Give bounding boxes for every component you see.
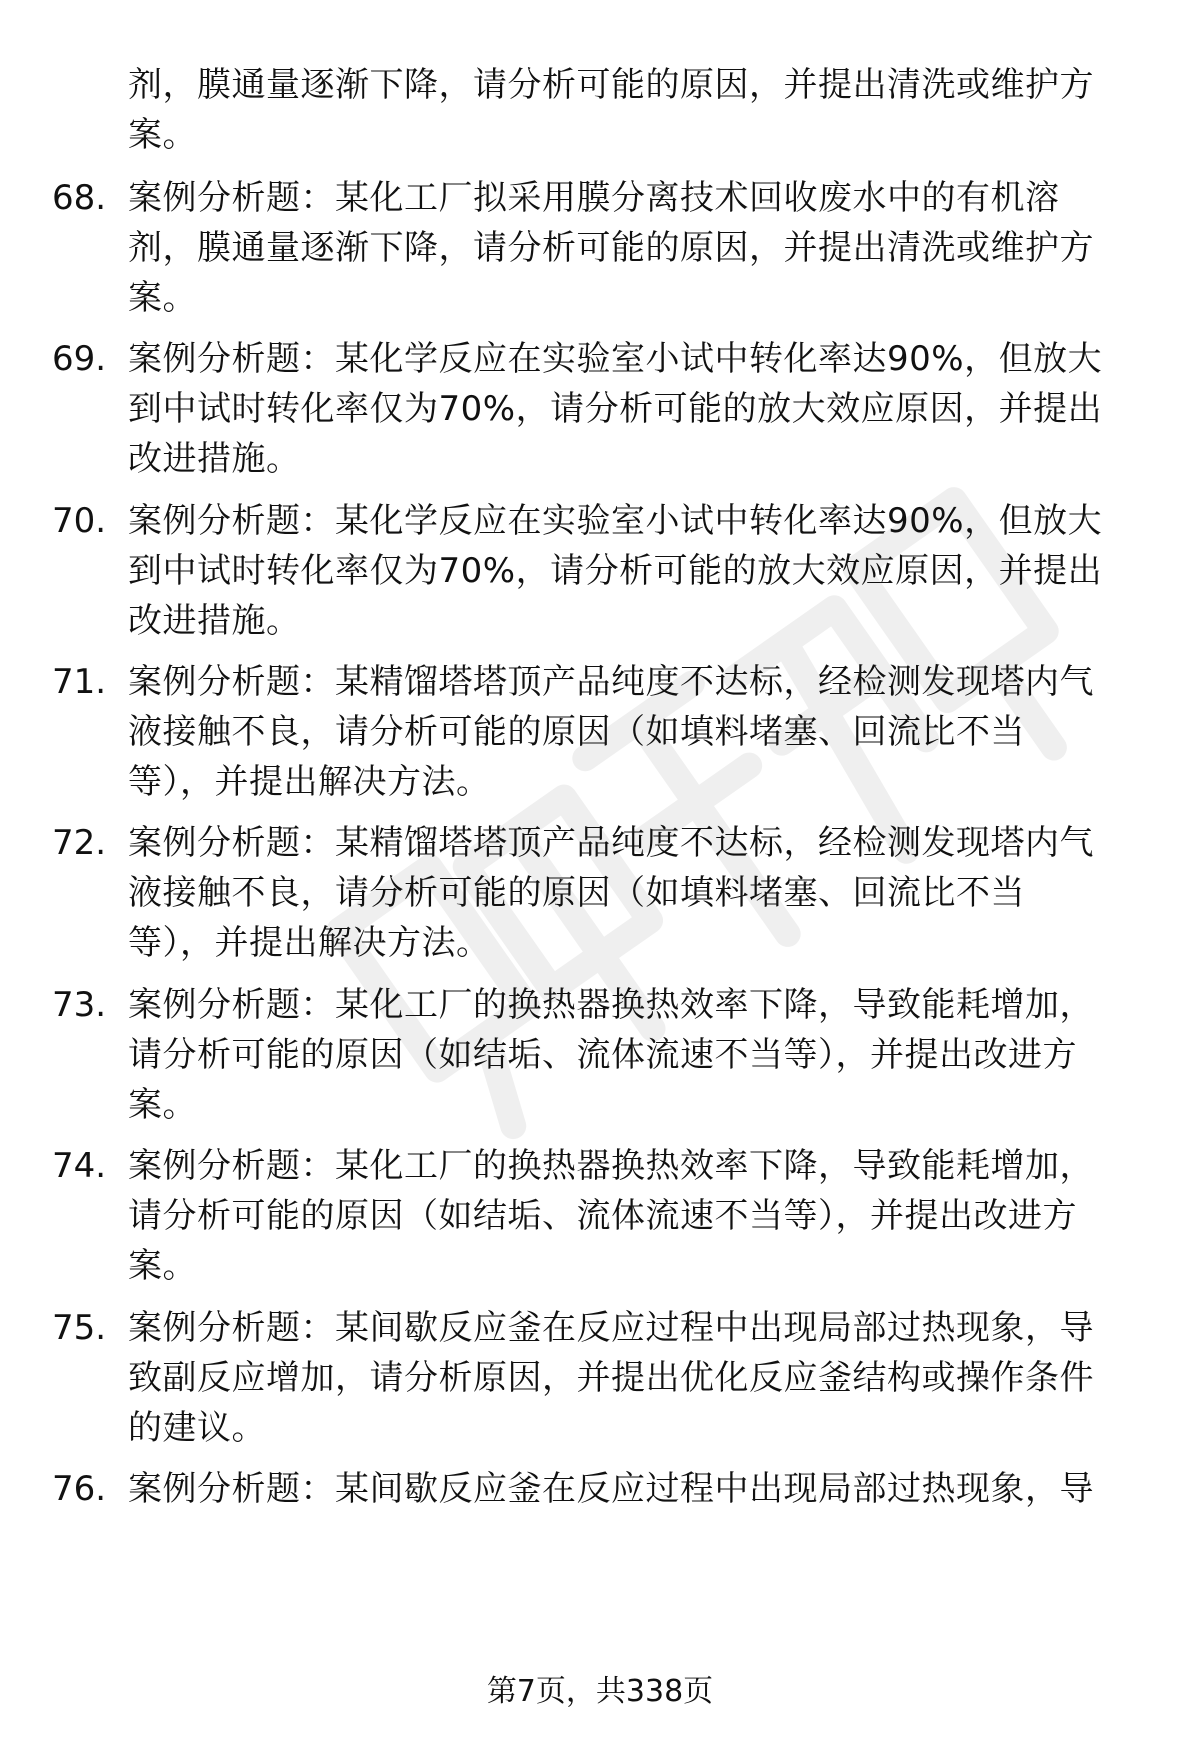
page-footer: 第7页，共338页 [486, 1674, 714, 1709]
question-text: 案例分析题：某化学反应在实验室小试中转化率达90%，但放大 到中试时转化率仅为70%，请分析可能的放大效应原因，并提出 改进措施。 [128, 339, 1103, 479]
question-text: 案例分析题：某间歇反应釜在反应过程中出现局部过热现象，导 [128, 1469, 1094, 1509]
question-text: 案例分析题：某化工厂拟采用膜分离技术回收废水中的有机溶 剂，膜通量逐渐下降，请分析可能的原因，并提出清洗或维护方 案。 [128, 178, 1094, 318]
question-text: 案例分析题：某化工厂的换热器换热效率下降，导致能耗增加， 请分析可能的原因（如结垢、流体流速不当等），并提出改进方 案。 [128, 985, 1094, 1125]
question-number: 68. [52, 178, 107, 218]
question-number: 75. [52, 1308, 107, 1348]
question-number: 69. [52, 339, 107, 379]
question-text: 案例分析题：某精馏塔塔顶产品纯度不达标，经检测发现塔内气 液接触不良，请分析可能的原因（如填料堵塞、回流比不当 等），并提出解决方法。 [128, 823, 1094, 963]
question-number: 76. [52, 1469, 107, 1509]
continued-question-text: 剂，膜通量逐渐下降，请分析可能的原因，并提出清洗或维护方 案。 [128, 65, 1094, 155]
question-text: 案例分析题：某化工厂的换热器换热效率下降，导致能耗增加， 请分析可能的原因（如结垢、流体流速不当等），并提出改进方 案。 [128, 1146, 1094, 1286]
question-number: 73. [52, 985, 107, 1025]
question-number: 72. [52, 823, 107, 863]
question-text: 案例分析题：某间歇反应釜在反应过程中出现局部过热现象，导 致副反应增加，请分析原因，并提出优化反应釜结构或操作条件 的建议。 [128, 1308, 1094, 1448]
question-text: 案例分析题：某化学反应在实验室小试中转化率达90%，但放大 到中试时转化率仅为70%，请分析可能的放大效应原因，并提出 改进措施。 [128, 501, 1103, 641]
question-number: 70. [52, 501, 107, 541]
question-number: 74. [52, 1146, 107, 1186]
question-text: 案例分析题：某精馏塔塔顶产品纯度不达标，经检测发现塔内气 液接触不良，请分析可能的原因（如填料堵塞、回流比不当 等），并提出解决方法。 [128, 662, 1094, 802]
question-number: 71. [52, 662, 107, 702]
